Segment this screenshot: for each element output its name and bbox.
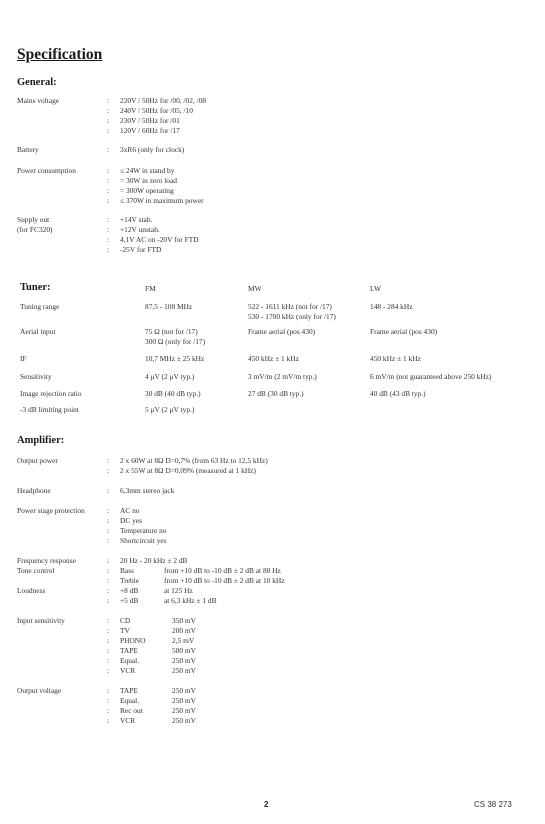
separator-colon: :	[107, 556, 110, 565]
input-sensitivity-label: Input sensitivity	[17, 616, 65, 625]
tuner-cell-mw: 450 kHz ± 1 kHz	[248, 354, 299, 363]
battery-label: Battery	[17, 145, 39, 154]
power-consumption-label: Power consumption	[17, 166, 76, 175]
separator-colon: :	[107, 145, 110, 154]
loudness-label: Loudness	[17, 586, 46, 595]
page-title: Specification	[17, 46, 103, 63]
tuner-heading: Tuner:	[20, 282, 51, 293]
separator-colon: : :	[107, 586, 110, 605]
headphone-label: Headphone	[17, 486, 51, 495]
tone-control-values: Bass from +10 dB to -10 dB ± 2 dB at 80 Hz Treble from +10 dB to -10 dB ± 2 dB at 10 kHz	[120, 566, 285, 585]
loudness-values: +8 dB at 125 Hz +5 dB at 6,3 kHz ± 1 dB	[120, 586, 217, 605]
headphone-value: 6,3mm stereo jack	[120, 486, 175, 495]
output-voltage-label: Output voltage	[17, 686, 62, 695]
tuner-cell-lw: 6 mV/m (not guaranteed above 250 kHz)	[370, 372, 492, 381]
tuner-row-label: Image rejection ratio	[20, 389, 82, 398]
battery-value: 3xR6 (only for clock)	[120, 145, 185, 154]
tuner-cell-lw: Frame aerial (pos 430)	[370, 327, 438, 336]
tuner-cell-fm: 10,7 MHz ± 25 kHz	[145, 354, 205, 363]
column-header-lw: LW	[370, 284, 381, 293]
separator-colon: : : : :	[107, 166, 110, 205]
frequency-response-value: 20 Hz - 20 kHz ± 2 dB	[120, 556, 188, 565]
column-header-fm: FM	[145, 284, 156, 293]
tuner-row-label: Aerial input	[20, 327, 56, 336]
tuner-cell-fm: 4 μV (2 μV typ.)	[145, 372, 195, 381]
separator-colon: : : : :	[107, 686, 110, 725]
page-number: 2	[264, 800, 269, 809]
tone-control-label: Tone control	[17, 566, 55, 575]
tuner-cell-fm: 5 μV (2 μV typ.)	[145, 405, 195, 414]
tuner-row-label: IF	[20, 354, 27, 363]
separator-colon: : : : :	[107, 96, 110, 135]
mains-voltage-label: Mains voltage	[17, 96, 60, 105]
tuner-cell-mw: 522 - 1611 kHz (not for /17) 530 - 1700 kHz (only for /17)	[248, 302, 336, 321]
separator-colon: : :	[107, 566, 110, 585]
power-stage-protection-label: Power stage protection	[17, 506, 85, 515]
document-code: CS 38 273	[474, 800, 512, 809]
power-stage-protection-values: AC no DC yes Temperature no Shortcircuit yes	[120, 506, 167, 545]
supply-out-values: +14V stab. +12V unstab. 4,1V AC on -20V for FTD -25V for FTD	[120, 215, 199, 254]
tuner-cell-mw: 3 mV/m (2 mV/m typ.)	[248, 372, 317, 381]
supply-out-label: Supply out (for FC320)	[17, 215, 53, 234]
column-header-mw: MW	[248, 284, 262, 293]
tuner-cell-mw: 27 dB (30 dB typ.)	[248, 389, 304, 398]
general-heading: General:	[17, 77, 57, 88]
tuner-cell-fm: 87,5 - 108 MHz	[145, 302, 193, 311]
tuner-cell-lw: 148 - 284 kHz	[370, 302, 413, 311]
frequency-response-label: Frequency response	[17, 556, 76, 565]
output-power-label: Output power	[17, 456, 58, 465]
tuner-row-label: -3 dB limiting point	[20, 405, 79, 414]
separator-colon: :	[107, 486, 110, 495]
tuner-cell-fm: 75 Ω (not for /17) 300 Ω (only for /17)	[145, 327, 206, 346]
separator-colon: : :	[107, 456, 110, 475]
separator-colon: : : : :	[107, 215, 110, 254]
tuner-cell-lw: 40 dB (43 dB typ.)	[370, 389, 426, 398]
tuner-row-label: Sensitivity	[20, 372, 52, 381]
tuner-cell-fm: 30 dB (40 dB typ.)	[145, 389, 201, 398]
power-consumption-values: ≤ 24W in stand by = 30W in zero load = 300W operating ≤ 370W in maximum power	[120, 166, 204, 205]
tuner-cell-lw: 450 kHz ± 1 kHz	[370, 354, 421, 363]
separator-colon: : : : :	[107, 506, 110, 545]
amplifier-heading: Amplifier:	[17, 435, 65, 446]
separator-colon: : : : : : :	[107, 616, 110, 675]
tuner-cell-mw: Frame aerial (pos 430)	[248, 327, 316, 336]
output-power-values: 2 x 60W at 8Ω D=0,7% (from 63 Hz to 12,5 kHz) 2 x 55W at 8Ω D=0,09% (measured at 1 kHz)	[120, 456, 268, 475]
mains-voltage-values: 220V / 50Hz for /00, /02, /08 240V / 50Hz for /05, /10 230V / 50Hz for /01 120V / 60Hz for /17	[120, 96, 207, 135]
output-voltage-values: TAPE 250 mV Equal. 250 mV Rec out 250 mV VCR 250 mV	[120, 686, 197, 725]
tuner-row-label: Tuning range	[20, 302, 60, 311]
input-sensitivity-values: CD 350 mV TV 200 mV PHONO 2,5 mV TAPE 580 mV Equal. 250 mV VCR 250 mV	[120, 616, 197, 675]
